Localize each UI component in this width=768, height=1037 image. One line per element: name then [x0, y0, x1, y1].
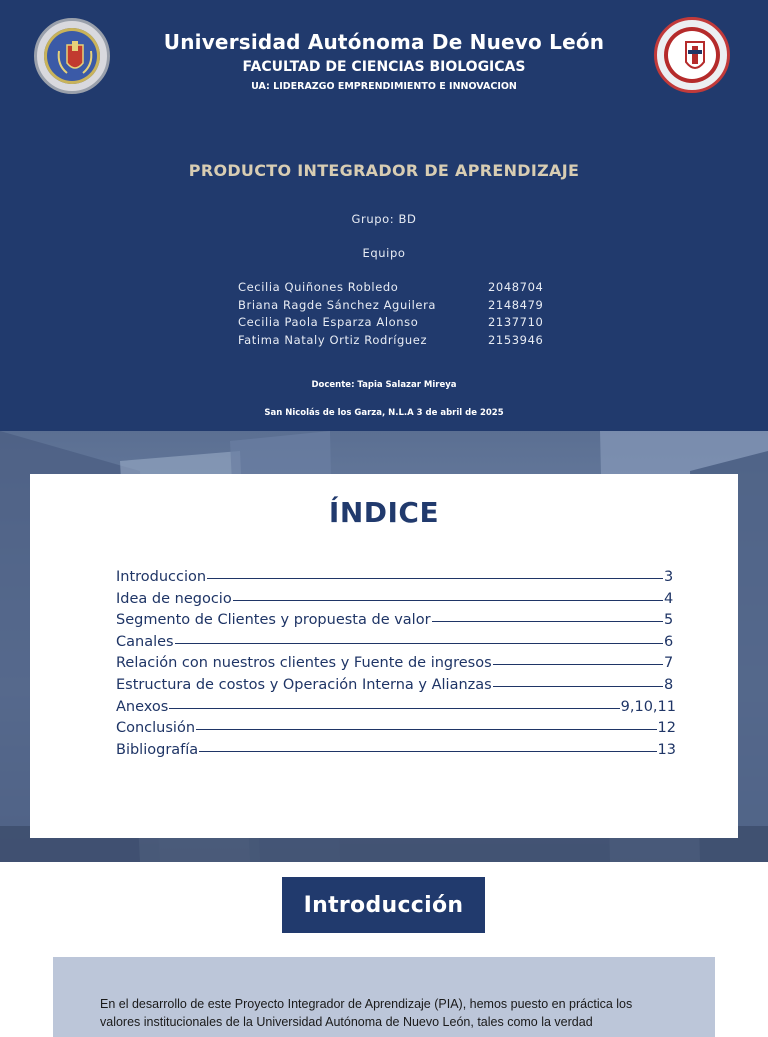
- project-title: PRODUCTO INTEGRADOR DE APRENDIZAJE: [188, 161, 580, 180]
- index-title: ÍNDICE: [328, 496, 440, 529]
- toc-item[interactable]: [116, 720, 676, 742]
- toc-label: Introduccion: [116, 569, 207, 585]
- toc-label: Estructura de costos y Operación Interna y Alianzas: [116, 676, 492, 693]
- toc-item[interactable]: [116, 699, 676, 721]
- toc-leader: [199, 751, 656, 752]
- team-member: [238, 333, 558, 351]
- toc-leader: [493, 686, 663, 687]
- toc-page: 12: [657, 720, 676, 737]
- toc-leader: [233, 600, 663, 601]
- index-card: [30, 474, 738, 838]
- toc-item[interactable]: [116, 742, 676, 764]
- table-of-contents: [116, 569, 676, 763]
- toc-item[interactable]: [116, 634, 676, 656]
- toc-label: Anexos: [116, 698, 169, 715]
- teacher-name: Docente: Tapia Salazar Mireya: [311, 380, 457, 390]
- faculty-name: FACULTAD DE CIENCIAS BIOLOGICAS: [242, 59, 526, 75]
- toc-leader: [175, 643, 663, 644]
- toc-item[interactable]: [116, 655, 676, 677]
- intro-heading: Introducción: [282, 877, 485, 933]
- toc-item[interactable]: [116, 612, 676, 634]
- toc-leader: [169, 708, 619, 709]
- team-member: [238, 298, 558, 316]
- member-id: 2148479: [488, 297, 544, 312]
- toc-label: Canales: [116, 633, 174, 650]
- toc-label: Relación con nuestros clientes y Fuente de ingresos: [116, 655, 492, 672]
- place-date: San Nicolás de los Garza, N.L.A 3 de abril de 2025: [264, 408, 504, 418]
- member-id: 2137710: [488, 315, 544, 330]
- toc-page: 4: [664, 590, 674, 607]
- team-member: [238, 280, 558, 298]
- toc-page: 5: [664, 612, 674, 629]
- member-id: 2153946: [488, 333, 544, 348]
- group-label: Grupo: BD: [351, 212, 417, 226]
- team-members: [238, 280, 558, 351]
- toc-leader: [432, 621, 663, 622]
- toc-page: 8: [664, 676, 674, 693]
- intro-box: [53, 957, 715, 1037]
- toc-label: Bibliografía: [116, 741, 199, 758]
- cover-section: [0, 0, 768, 431]
- toc-label: Conclusión: [116, 720, 196, 737]
- team-member: [238, 315, 558, 333]
- intro-paragraph: En el desarrollo de este Proyecto Integrador de Aprendizaje (PIA), hemos puesto en práctica los valores institucionales de la Universidad Autónoma de Nuevo León, tales como la verdad: [100, 997, 633, 1029]
- toc-page: 7: [664, 655, 674, 672]
- member-name: Fatima Nataly Ortiz Rodríguez: [238, 333, 428, 348]
- toc-leader: [196, 729, 657, 730]
- member-name: Briana Ragde Sánchez Aguilera: [238, 297, 437, 312]
- toc-page: 9,10,11: [620, 698, 676, 715]
- toc-leader: [493, 664, 663, 665]
- toc-page: 3: [664, 569, 674, 585]
- toc-item[interactable]: [116, 569, 676, 591]
- toc-leader: [207, 578, 663, 579]
- member-name: Cecilia Quiñones Robledo: [238, 280, 399, 294]
- toc-page: 13: [657, 741, 676, 758]
- toc-item[interactable]: [116, 591, 676, 613]
- toc-item[interactable]: [116, 677, 676, 699]
- university-name: Universidad Autónoma De Nuevo León: [163, 30, 605, 54]
- toc-label: Segmento de Clientes y propuesta de valor: [116, 612, 431, 629]
- member-id: 2048704: [488, 280, 544, 294]
- learning-unit: UA: LIDERAZGO EMPRENDIMIENTO E INNOVACION: [251, 81, 517, 92]
- toc-label: Idea de negocio: [116, 590, 232, 607]
- fcb-seal-icon: [654, 17, 730, 93]
- toc-page: 6: [664, 633, 674, 650]
- member-name: Cecilia Paola Esparza Alonso: [238, 315, 419, 330]
- team-label: Equipo: [362, 246, 406, 260]
